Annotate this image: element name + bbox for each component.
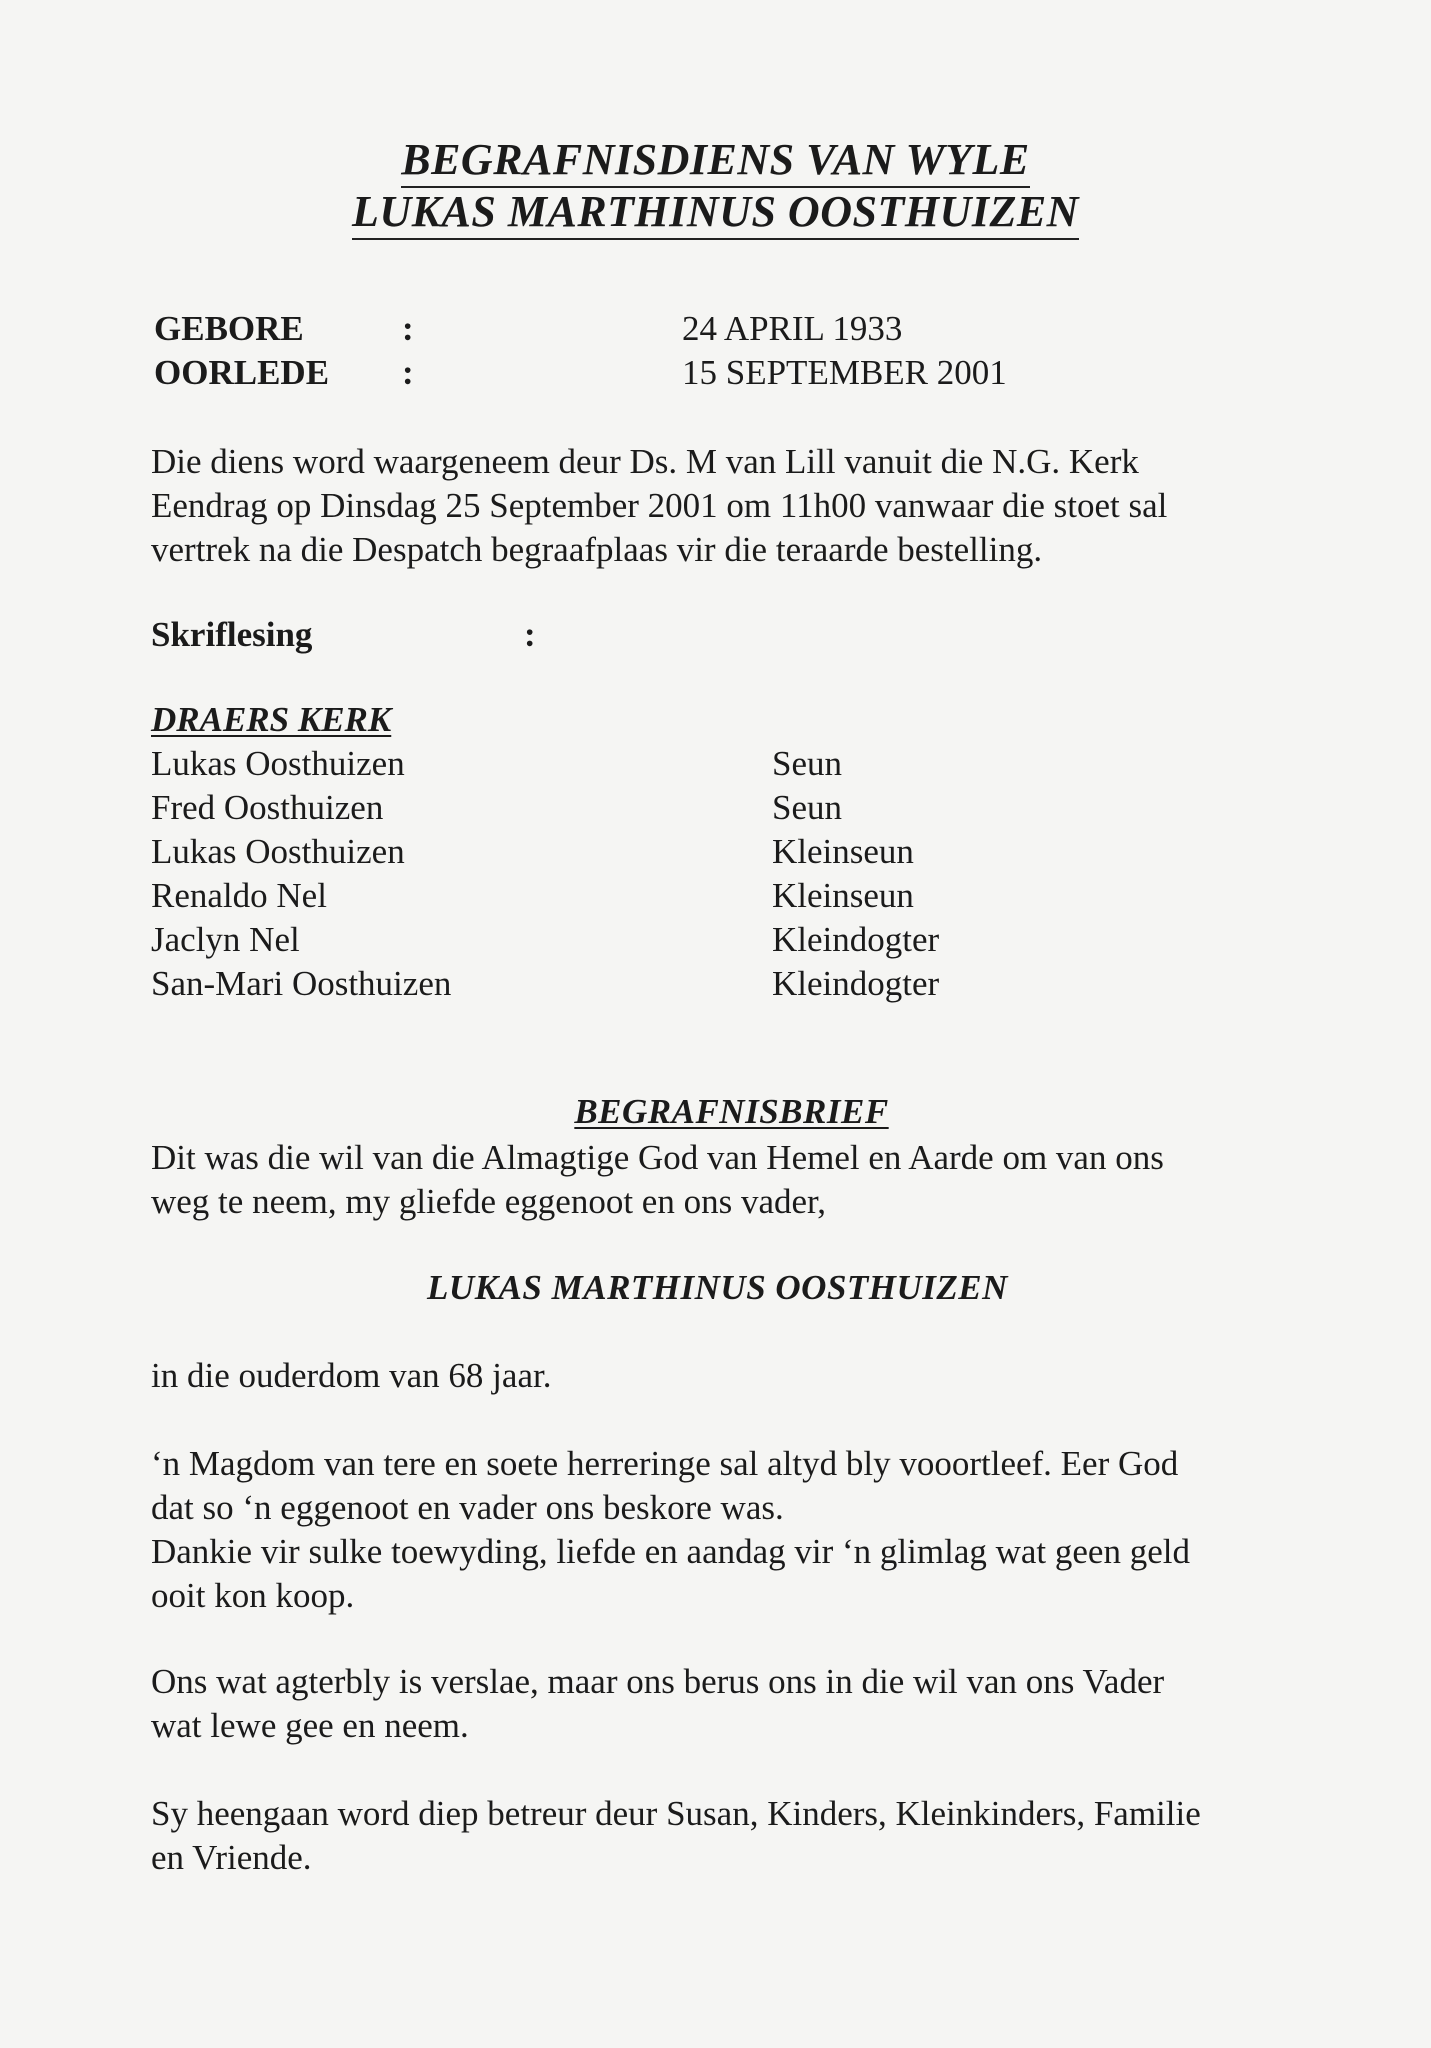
pallbearer-relation: Kleindogter (772, 920, 940, 959)
died-date: 15 SEPTEMBER 2001 (682, 353, 1007, 392)
born-colon: : (402, 309, 414, 348)
scripture-reading-colon: : (524, 615, 536, 654)
letter-intro-line-1: Dit was die wil van die Almagtige God van Hemel en Aarde om van ons (151, 1138, 1164, 1177)
letter-para2-line-3: Dankie vir sulke toewyding, liefde en aandag vir ‘n glimlag wat geen geld (151, 1532, 1190, 1571)
pallbearer-name: Jaclyn Nel (151, 920, 300, 959)
letter-para2-line-1: ‘n Magdom van tere en soete herreringe sal altyd bly vooortleef. Eer God (151, 1444, 1179, 1483)
letter-para3-line-1: Ons wat agterbly is verslae, maar ons berus ons in die wil van ons Vader (151, 1662, 1165, 1701)
scripture-reading-label: Skriflesing (151, 615, 313, 654)
pallbearer-relation: Kleindogter (772, 964, 940, 1003)
service-line-3: vertrek na die Despatch begraafplaas vir die teraarde bestelling. (151, 530, 1043, 569)
letter-intro-line-2: weg te neem, my gliefde eggenoot en ons vader, (151, 1182, 827, 1221)
letter-age-line: in die ouderdom van 68 jaar. (151, 1356, 552, 1395)
born-date: 24 APRIL 1933 (682, 309, 903, 348)
died-colon: : (402, 353, 414, 392)
pallbearer-relation: Seun (772, 744, 842, 783)
letter-para2-line-2: dat so ‘n eggenoot en vader ons beskore was. (151, 1488, 784, 1527)
born-label: GEBORE (154, 309, 304, 348)
pallbearer-name: San-Mari Oosthuizen (151, 964, 452, 1003)
title-line-1: BEGRAFNISDIENS VAN WYLE (0, 134, 1431, 186)
pallbearer-relation: Seun (772, 788, 842, 827)
pallbearer-name: Lukas Oosthuizen (151, 832, 405, 871)
died-label: OORLEDE (154, 353, 330, 392)
pallbearer-name: Fred Oosthuizen (151, 788, 384, 827)
letter-para2-line-4: ooit kon koop. (151, 1576, 355, 1615)
pallbearer-relation: Kleinseun (772, 832, 914, 871)
deceased-name: LUKAS MARTHINUS OOSTHUIZEN (427, 1268, 1008, 1307)
pallbearer-relation: Kleinseun (772, 876, 914, 915)
letter-para4-line-2: en Vriende. (151, 1838, 312, 1877)
letter-heading: BEGRAFNISBRIEF (574, 1092, 889, 1131)
letter-para3-line-2: wat lewe gee en neem. (151, 1706, 469, 1745)
service-line-1: Die diens word waargeneem deur Ds. M van Lill vanuit die N.G. Kerk (151, 442, 1139, 481)
title-line-2: LUKAS MARTHINUS OOSTHUIZEN (0, 186, 1431, 238)
letter-para4-line-1: Sy heengaan word diep betreur deur Susan, Kinders, Kleinkinders, Familie (151, 1794, 1201, 1833)
pallbearer-name: Lukas Oosthuizen (151, 744, 405, 783)
pallbearer-name: Renaldo Nel (151, 876, 327, 915)
service-line-2: Eendrag op Dinsdag 25 September 2001 om 11h00 vanwaar die stoet sal (151, 486, 1168, 525)
pallbearers-heading: DRAERS KERK (151, 700, 392, 739)
